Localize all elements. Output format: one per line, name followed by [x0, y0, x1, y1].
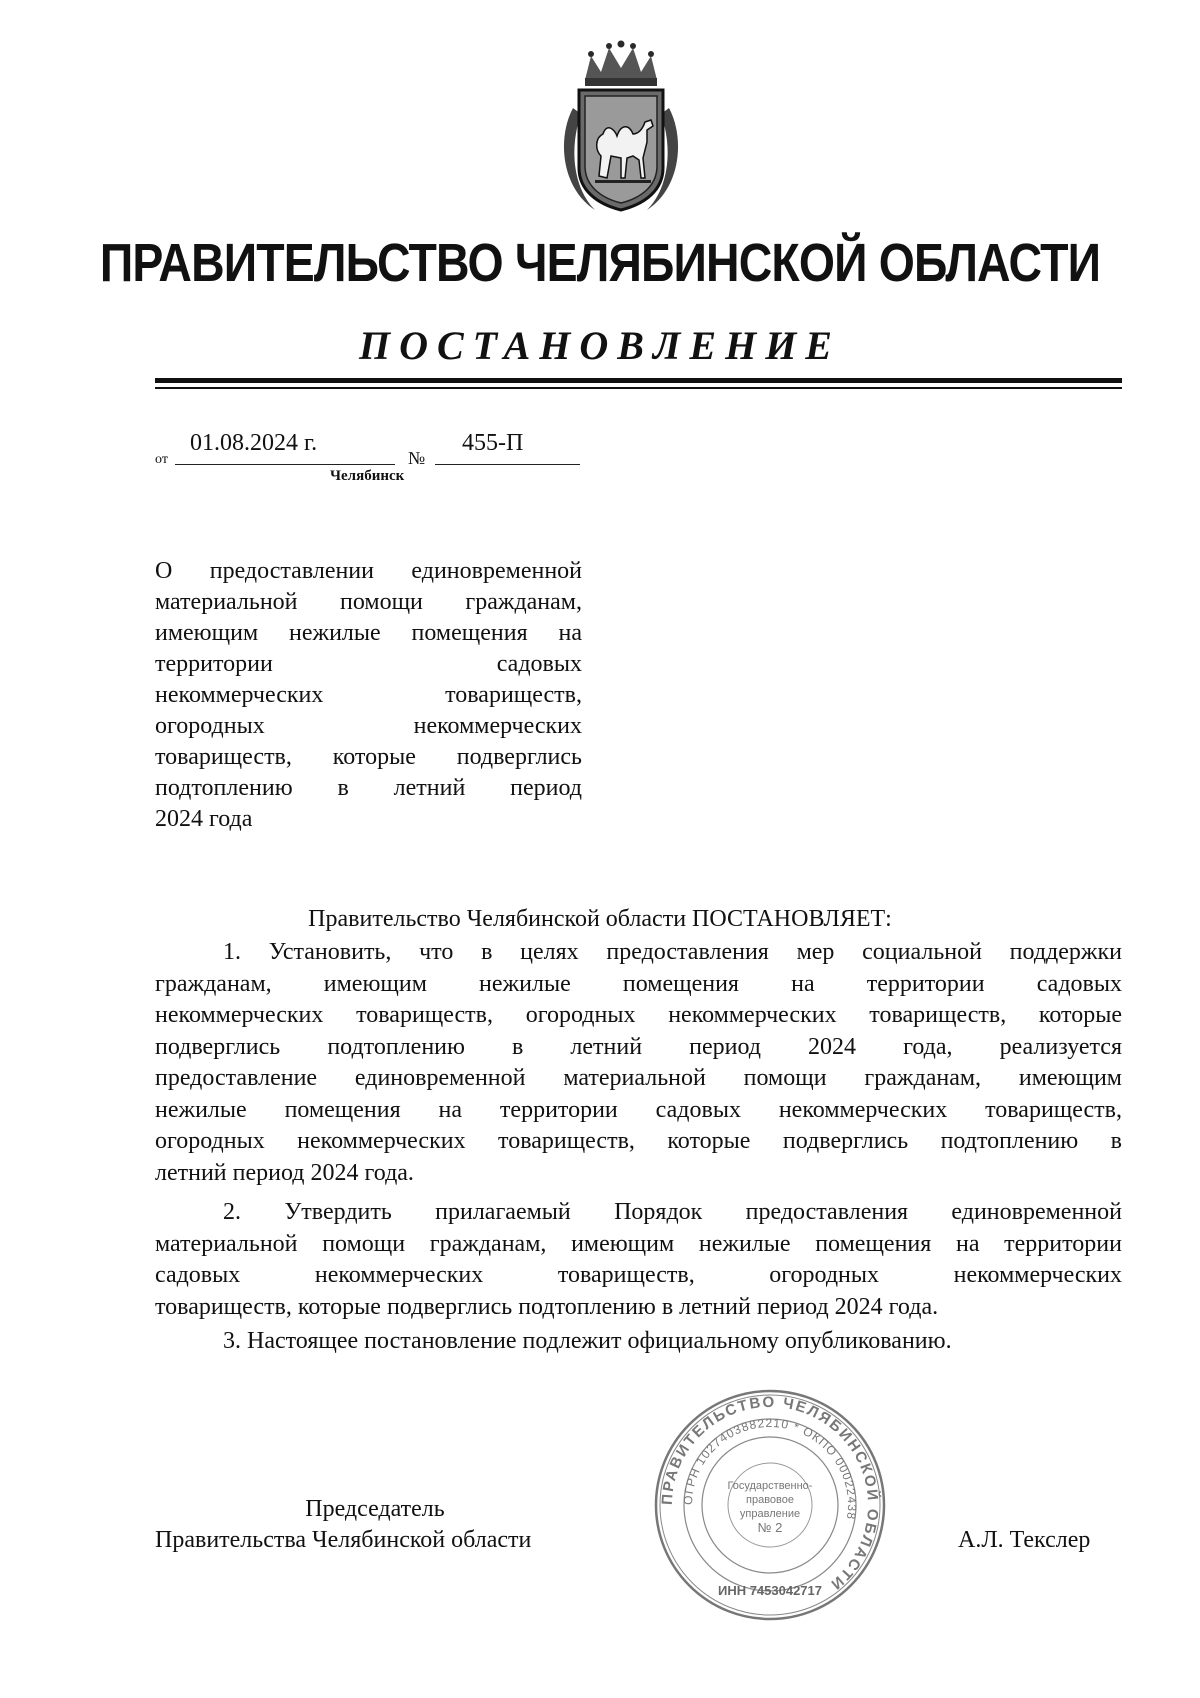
paragraph-line: огородных некоммерческих товариществ, которые подверглись подтоплению в — [155, 1128, 1122, 1154]
number-sign-label: № — [408, 448, 426, 468]
paragraph-3 — [155, 1326, 1122, 1358]
seal-ring-text: ОГРН 1027403882210 * ОКПО 00022438 — [680, 1415, 860, 1522]
seal-inn-text: ИНН 7453042717 — [717, 1583, 823, 1598]
signer-name: А.Л. Текслер — [958, 1527, 1091, 1553]
seal-center-line: правовое — [746, 1494, 794, 1506]
paragraph-line: летний период 2024 года. — [155, 1159, 414, 1186]
paragraph-line: некоммерческих товариществ, огородных некоммерческих товариществ, которые — [155, 1002, 1122, 1028]
seal-outer-text: ПРАВИТЕЛЬСТВО ЧЕЛЯБИНСКОЙ ОБЛАСТИ — [658, 1393, 882, 1594]
subject-line: территории садовых — [155, 651, 582, 677]
subject-line: 2024 года — [155, 806, 253, 832]
resolution-intro: Правительство Челябинской области ПОСТАНОВЛЯЕТ: — [308, 906, 892, 932]
coat-of-arms-icon — [555, 38, 687, 220]
seal-center-line: № 2 — [757, 1520, 783, 1535]
paragraph-line: 2. Утвердить прилагаемый Порядок предоставления единовременной — [223, 1199, 1122, 1225]
document-number: 455-П — [462, 430, 524, 456]
paragraph-line: 1. Установить, что в целях предоставления мер социальной поддержки — [223, 939, 1122, 965]
signer-position-line-1: Председатель — [305, 1496, 445, 1522]
paragraph-line: предоставление единовременной материальной помощи гражданам, имеющим — [155, 1065, 1122, 1091]
paragraph-line: материальной помощи гражданам, имеющим нежилые помещения на территории — [155, 1230, 1122, 1257]
paragraph-line: товариществ, которые подверглись подтоплению в летний период 2024 года. — [155, 1293, 939, 1320]
city-label: Челябинск — [330, 468, 405, 484]
number-underline — [435, 464, 580, 465]
paragraph-line: 3. Настоящее постановление подлежит официальному опубликованию. — [223, 1328, 952, 1354]
date-underline — [175, 464, 395, 465]
header-divider-thick — [155, 378, 1122, 383]
paragraph-line: садовых некоммерческих товариществ, огородных некоммерческих — [155, 1262, 1122, 1288]
subject-line: О предоставлении единовременной — [155, 558, 582, 584]
document-type: ПОСТАНОВЛЕНИЕ — [359, 323, 841, 368]
paragraph-line: гражданам, имеющим нежилые помещения на территории садовых — [155, 970, 1122, 997]
seal-center-line: Государственно- — [727, 1480, 813, 1492]
paragraph-line: подверглись подтоплению в летний период 2024 года, реализуется — [155, 1033, 1122, 1060]
signer-position-line-2: Правительства Челябинской области — [155, 1527, 532, 1553]
paragraph-2 — [155, 1197, 1122, 1323]
subject-line: имеющим нежилые помещения на — [155, 620, 582, 646]
paragraph-1 — [155, 937, 1122, 1189]
document-date: 01.08.2024 г. — [190, 430, 318, 456]
date-prefix-label: от — [155, 452, 168, 467]
subject-line: огородных некоммерческих — [155, 713, 582, 739]
document-subject — [155, 556, 582, 835]
paragraph-line: нежилые помещения на территории садовых некоммерческих товариществ, — [155, 1096, 1122, 1123]
subject-line: некоммерческих товариществ, — [155, 682, 582, 708]
subject-line: товариществ, которые подверглись — [155, 744, 582, 770]
subject-line: подтоплению в летний период — [155, 775, 582, 801]
government-title: ПРАВИТЕЛЬСТВО ЧЕЛЯБИНСКОЙ ОБЛАСТИ — [99, 233, 1101, 293]
subject-line: материальной помощи гражданам, — [155, 589, 582, 615]
seal-center-line: управление — [739, 1508, 801, 1520]
header-divider-thin — [155, 387, 1122, 389]
official-seal-icon — [650, 1385, 890, 1625]
